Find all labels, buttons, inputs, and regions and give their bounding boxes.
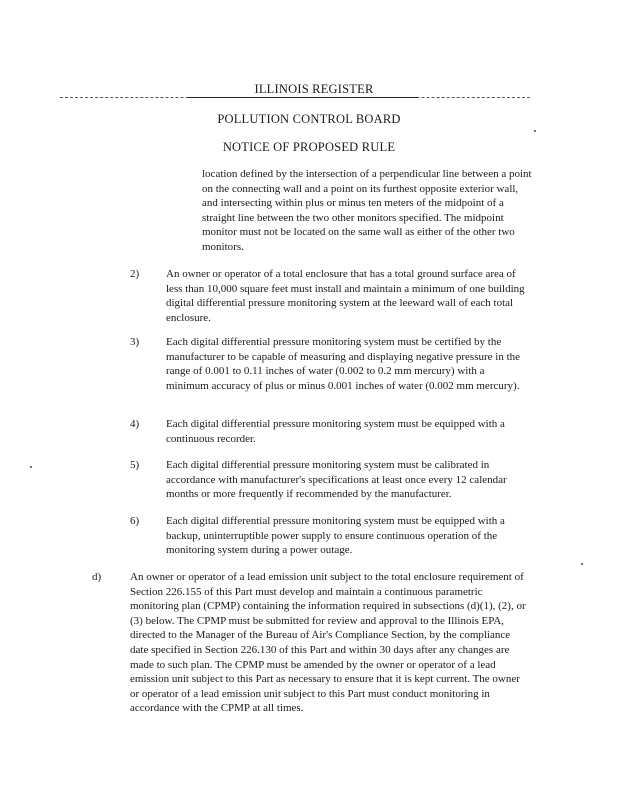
scan-speck — [581, 563, 583, 565]
register-title: ILLINOIS REGISTER — [254, 82, 374, 96]
scan-speck — [30, 466, 32, 468]
item-text: Each digital differential pressure monitoring system must be equipped with a backup, uninterruptible power supply to ensure continuous operation of the monitoring system during a power outage. — [166, 515, 505, 557]
item-text: Each digital differential pressure monitoring system must be equipped with a continuous recorder. — [166, 418, 505, 445]
notice-title: NOTICE OF PROPOSED RULE — [222, 140, 396, 154]
item-label: 3) — [130, 336, 140, 348]
item-label: 4) — [130, 418, 140, 430]
section-text: An owner or operator of a lead emission unit subject to the total enclosure requirement of Section 226.155 of this Part must develop and maintain a continuous parametric monitoring plan (CPMP) containing the information required in subsections (d)(1), (2), or (3) below. The CPMP must be submitted for review and approval to the Illinois EPA, directed to the Manager of the Bureau of Air's Compliance Section, by the compliance date specified in Section 226.130 of this Part and within 30 days after any changes are made to such plan. The CPMP must be amended by the owner or operator of a lead emission unit subject to this Part as necessary to ensure that it is kept current. The owner or operator of a lead emission unit subject to this Part must conduct monitoring in accordance with the CPMP at all times. — [130, 571, 526, 715]
item-label: 2) — [130, 268, 140, 280]
item-text: Each digital differential pressure monitoring system must be certified by the manufacturer to be capable of measuring and displaying negative pressure in the range of 0.001 to 0.11 inches of water (0.002 to 0.2 mm mercury) with a minimum accuracy of plus or minus 0.001 inches of water (0.002 mm mercury). — [166, 336, 521, 392]
board-title: POLLUTION CONTROL BOARD — [217, 112, 401, 126]
item-label: 6) — [130, 515, 140, 527]
continuation-paragraph: location defined by the intersection of a perpendicular line between a point on the connecting wall and a point on its furthest opposite exterior wall, and intersecting within plus or minus ten meters of the midpoint of a straight line between the two other monitors specified. The midpoint monitor must not be located on the same wall as either of the other two monitors. — [202, 168, 532, 253]
header-rule — [188, 97, 418, 98]
item-label: 5) — [130, 459, 140, 471]
scan-speck — [534, 130, 536, 132]
item-text: An owner or operator of a total enclosure that has a total ground surface area of less than 10,000 square feet must install and maintain a minimum of one building digital differential pressure monitoring system at the leeward wall of each total enclosure. — [166, 268, 525, 324]
item-text: Each digital differential pressure monitoring system must be calibrated in accordance with manufacturer's specifications at least once every 12 calendar months or more frequently if recommended by the manufacturer. — [166, 459, 507, 501]
section-label: d) — [92, 571, 102, 583]
